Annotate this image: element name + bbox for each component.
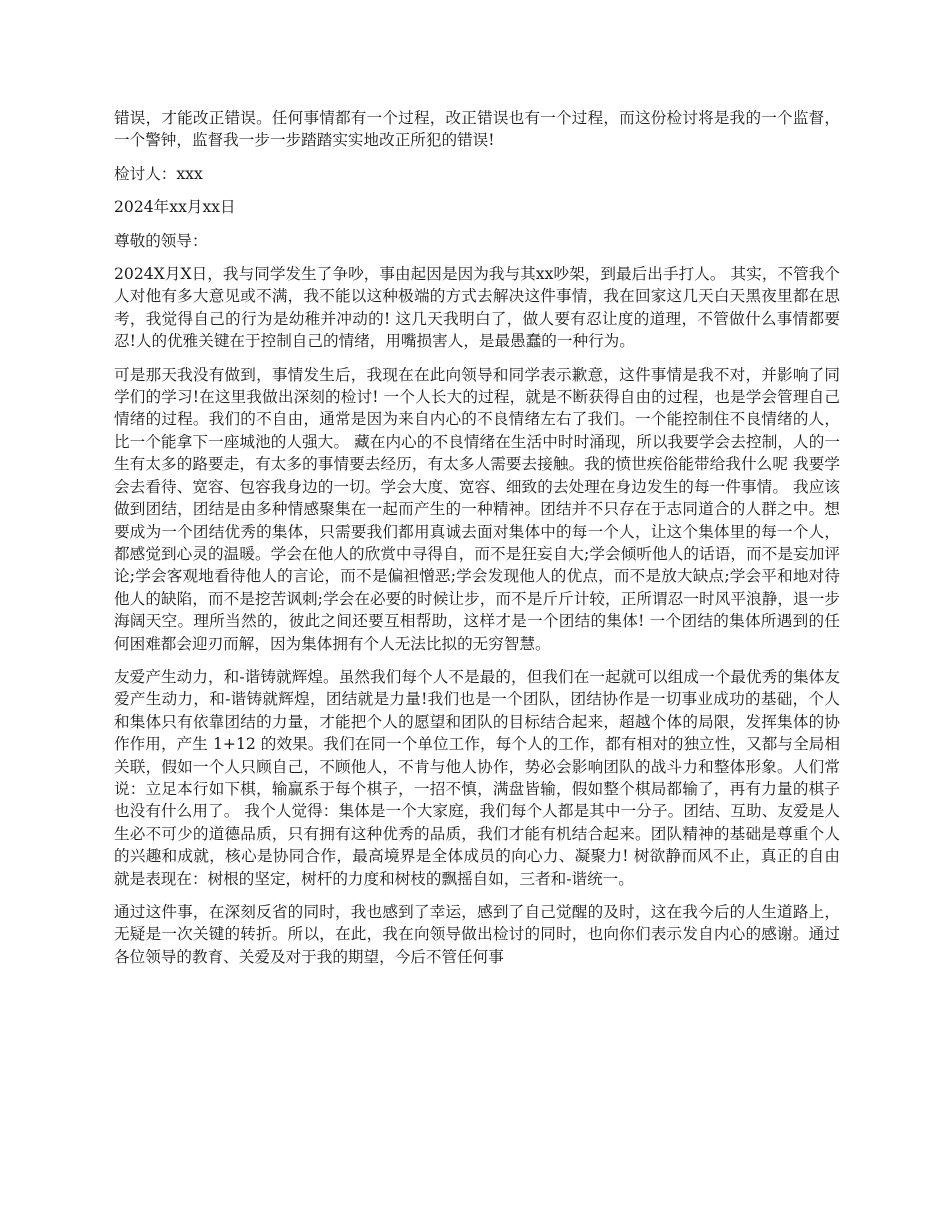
paragraph-incident: 2024X月X日，我与同学发生了争吵，事由起因是因为我与其xx吵架，到最后出手打人。 其实，不管我个人对他有多大意见或不满，我不能以这种极端的方式去解决这件事情，我在回家这几天白天黑夜里都在思考，我觉得自己的行为是幼稚并冲动的! 这几天我明白了，做人要有忍让度的道理，不管做什么事情都要忍!人的优雅关键在于控制自己的情绪，用嘴损害人，是最愚蠢的一种行为。 [114, 265, 840, 351]
paragraph-gratitude: 通过这件事，在深刻反省的同时，我也感到了幸运，感到了自己觉醒的及时，这在我今后的人生道路上，无疑是一次关键的转折。所以，在此，我在向领导做出检讨的同时，也向你们表示发自内心的感谢。通过各位领导的教育、关爱及对于我的期望，今后不管任何事 [114, 903, 840, 966]
signature-line: 检讨人：xxx [114, 164, 203, 183]
document-page [114, 107, 840, 979]
paragraph-closing-continuation: 错误，才能改正错误。任何事情都有一个过程，改正错误也有一个过程，而这份检讨将是我的一个监督，一个警钟，监督我一步一步踏踏实实地改正所犯的错误! [114, 109, 840, 150]
date-line: 2024年xx月xx日 [114, 198, 236, 217]
salutation: 尊敬的领导： [114, 231, 208, 250]
paragraph-teamwork: 友爱产生动力，和-谐铸就辉煌。虽然我们每个人不是最的，但我们在一起就可以组成一个最优秀的集体友爱产生动力，和-谐铸就辉煌，团结就是力量!我们也是一个团队，团结协作是一切事业成功的基础，个人和集体只有依靠团结的力量，才能把个人的愿望和团队的目标结合起来，超越个体的局限，发挥集体的协作作用，产生 1+12 的效果。我们在同一个单位工作，每个人的工作，都有相对的独立性，又都与全局相关联，假如一个人只顾自己，不顾他人，不肯与他人协作，势必会影响团队的战斗力和整体形象。人们常说：立足本行如下棋，输赢系于每个棋子，一招不慎，满盘皆输，假如整个棋局都输了，再有力量的棋子也没有什么用了。 我个人觉得：集体是一个大家庭，我们每个人都是其中一分子。团结、互助、友爱是人生必不可少的道德品质，只有拥有这种优秀的品质，我们才能有机结合起来。团队精神的基础是尊重个人的兴趣和成就，核心是协同合作，最高境界是全体成员的向心力、凝聚力! 树欲静而风不止，真正的自由就是表现在：树根的坚定，树杆的力度和树枝的飘摇自如，三者和-谐统一。 [114, 667, 840, 888]
paragraph-reflection: 可是那天我没有做到，事情发生后，我现在在此向领导和同学表示歉意，这件事情是我不对，并影响了同学们的学习!在这里我做出深刻的检讨! 一个人长大的过程，就是不断获得自由的过程，也是学会管理自己情绪的过程。我们的不自由，通常是因为来自内心的不良情绪左右了我们。一个能控制住不良情绪的人，比一个能拿下一座城池的人强大。 藏在内心的不良情绪在生活中时时涌现，所以我要学会去控制，人的一生有太多的路要走，有太多的事情要去经历，有太多人需要去接触。我的愤世疾俗能带给我什么呢 我要学会去看待、宽容、包容我身边的一切。学会大度、宽容、细致的去处理在身边发生的每一件事情。 我应该做到团结，团结是由多种情感聚集在一起而产生的一种精神。团结并不只存在于志同道合的人群之中。想要成为一个团结优秀的集体，只需要我们都用真诚去面对集体中的每一个人，让这个集体里的每一个人，都感觉到心灵的温暖。学会在他人的欣赏中寻得自，而不是狂妄自大;学会倾听他人的话语，而不是妄加评论;学会客观地看待他人的言论，而不是偏袒憎恶;学会发现他人的优点，而不是放大缺点;学会平和地对待他人的缺陷，而不是挖苦讽刺;学会在必要的时候让步，而不是斤斤计较，正所谓忍一时风平浪静，退一步海阔天空。理所当然的，彼此之间还要互相帮助，这样才是一个团结的集体! 一个团结的集体所遇到的任何困难都会迎刃而解，因为集体拥有个人无法比拟的无穷智慧。 [114, 365, 840, 653]
